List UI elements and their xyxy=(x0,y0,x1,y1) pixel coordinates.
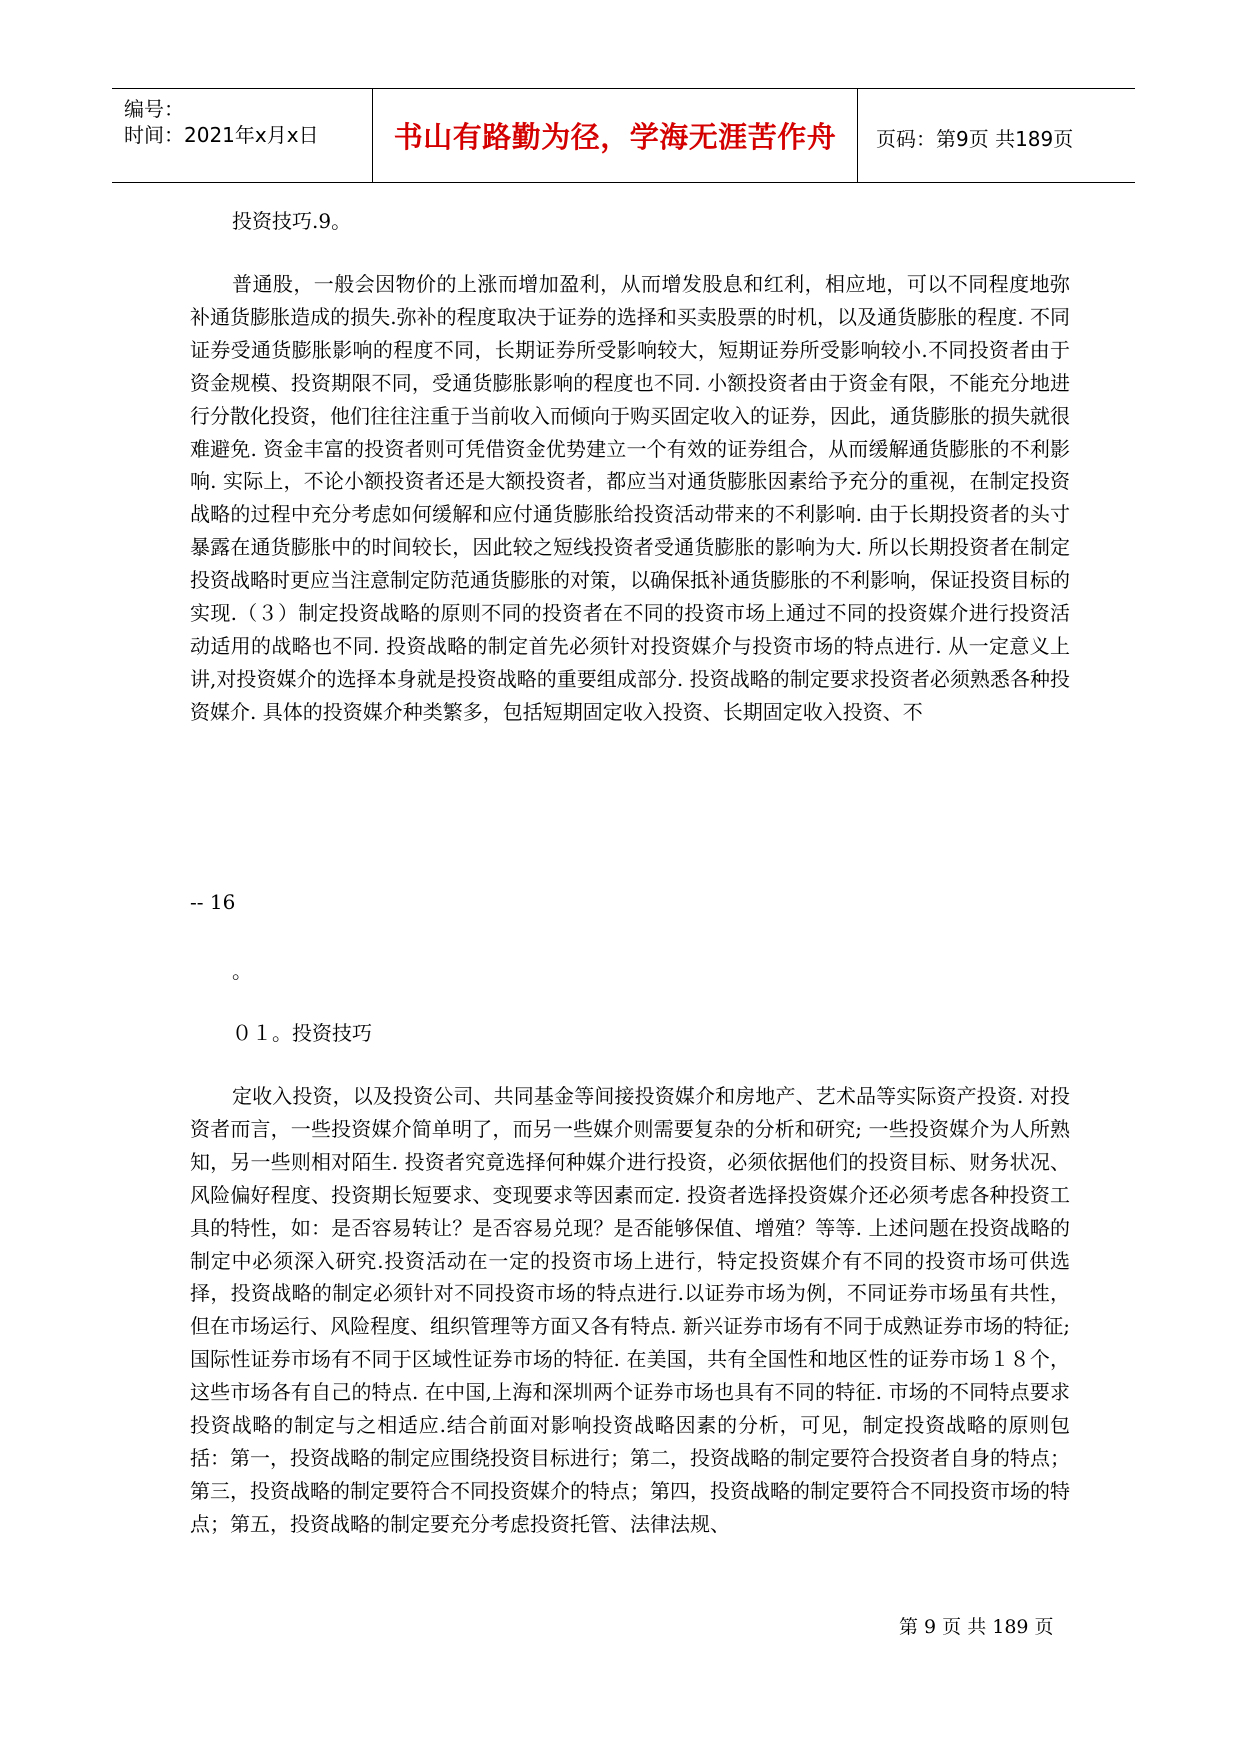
section-heading: ０１。投资技巧 xyxy=(232,1021,372,1045)
header-page-info: 页码：第9页 共189页 xyxy=(876,127,1074,151)
number-label: 编号： xyxy=(124,97,184,121)
time-label: 时间：2021年x月x日 xyxy=(124,123,319,147)
body-paragraph-1: 普通股，一般会因物价的上涨而增加盈利，从而增发股息和红利，相应地，可以不同程度地弥补通货膨胀造成的损失.弥补的程度取决于证券的选择和买卖股票的时机，以及通货膨胀的程度. 不同证券受通货膨胀影响的程度不同，长期证券所受影响较大，短期证券所受影响较小.不同投资者由于资金规模、投资期限不同，受通货膨胀影响的程度也不同. 小额投资者由于资金有限，不能充分地进行分散化投资，他们往往注重于当前收入而倾向于购买固定收入的证券，因此，通货膨胀的损失就很难避免. 资金丰富的投资者则可凭借资金优势建立一个有效的证券组合，从而缓解通货膨胀的不利影响. 实际上，不论小额投资者还是大额投资者，都应当对通货膨胀因素给予充分的重视，在制定投资战略的过程中充分考虑如何缓解和应付通货膨胀给投资活动带来的不利影响. 由于长期投资者的头寸暴露在通货膨胀中的时间较长，因此较之短线投资者受通货膨胀的影响为大. 所以长期投资者在制定投资战略时更应当注意制定防范通货膨胀的对策，以确保抵补通货膨胀的不利影响，保证投资目标的实现.（３）制定投资战略的原则不同的投资者在不同的投资市场上通过不同的投资媒介进行投资活动适用的战略也不同. 投资战略的制定首先必须针对投资媒介与投资市场的特点进行. 从一定意义上讲,对投资媒介的选择本身就是投资战略的重要组成部分. 投资战略的制定要求投资者必须熟悉各种投资媒介. 具体的投资媒介种类繁多，包括短期固定收入投资、长期固定收入投资、不 xyxy=(190,272,1070,724)
page-marker: -- 16 xyxy=(190,890,236,914)
section-line: 投资技巧.9。 xyxy=(232,209,352,233)
motto-text: 书山有路勤为径，学海无涯苦作舟 xyxy=(393,120,837,154)
footer-page-number: 第 9 页 共 189 页 xyxy=(899,1616,1054,1638)
header-motto-cell xyxy=(373,89,858,182)
body-paragraph-2: 定收入投资，以及投资公司、共同基金等间接投资媒介和房地产、艺术品等实际资产投资. 对投资者而言，一些投资媒介简单明了，而另一些媒介则需要复杂的分析和研究; 一些投资媒介为人所熟知，另一些则相对陌生. 投资者究竟选择何种媒介进行投资，必须依据他们的投资目标、财务状况、风险偏好程度、投资期长短要求、变现要求等因素而定. 投资者选择投资媒介还必须考虑各种投资工具的特性，如：是否容易转让？是否容易兑现？是否能够保值、增殖？等等. 上述问题在投资战略的制定中必须深入研究.投资活动在一定的投资市场上进行，特定投资媒介有不同的投资市场可供选择，投资战略的制定必须针对不同投资市场的特点进行.以证券市场为例，不同证券市场虽有共性，但在市场运行、风险程度、组织管理等方面又各有特点. 新兴证券市场有不同于成熟证券市场的特征; 国际性证券市场有不同于区域性证券市场的特征. 在美国，共有全国性和地区性的证券市场１８个，这些市场各有自己的特点. 在中国,上海和深圳两个证券市场也具有不同的特征. 市场的不同特点要求投资战略的制定与之相适应.结合前面对影响投资战略因素的分析，可见，制定投资战略的原则包括：第一，投资战略的制定应围绕投资目标进行；第二，投资战略的制定要符合投资者自身的特点；第三，投资战略的制定要符合不同投资媒介的特点；第四，投资战略的制定要符合不同投资市场的特点；第五，投资战略的制定要充分考虑投资托管、法律法规、 xyxy=(190,1084,1070,1536)
header-page-cell xyxy=(858,89,1135,182)
header-left-cell xyxy=(112,89,373,182)
dot-line: 。 xyxy=(232,959,252,983)
document-header xyxy=(112,88,1135,183)
